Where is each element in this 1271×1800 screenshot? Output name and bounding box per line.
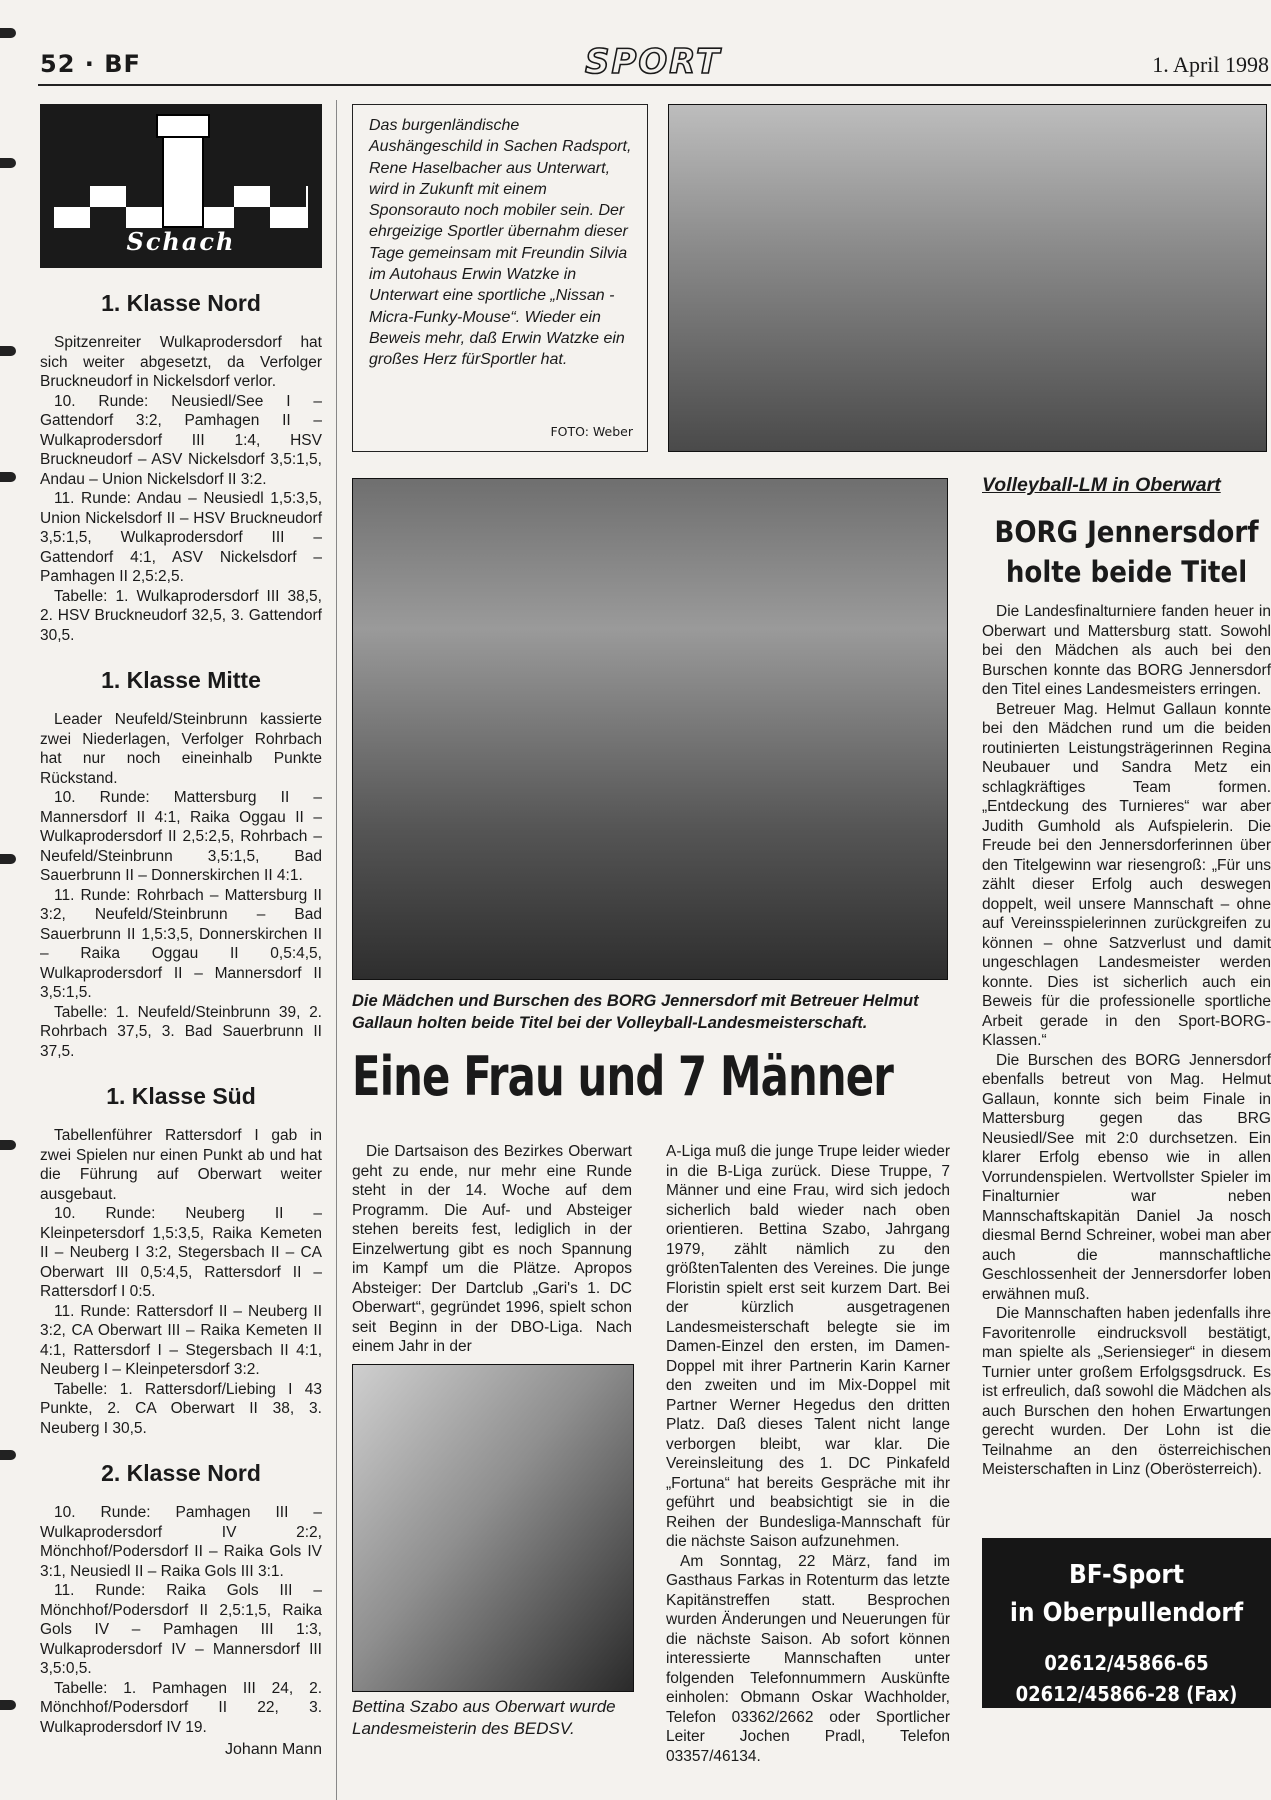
header-rule xyxy=(38,84,1271,86)
headline-line: holte beide Titel xyxy=(1005,555,1248,589)
paragraph: 10. Runde: Neuberg II – Kleinpetersdorf 1,5:3,5, Raika Kemeten II – Neuberg I 3:2, Stegersbach II – CA Oberwart III 0,5:4,5, Rattersdorf II – Rattersdorf I 0:5. xyxy=(40,1205,322,1300)
section-title: SPORT xyxy=(585,42,722,82)
volleyball-body xyxy=(982,602,1271,1480)
paragraph: 10. Runde: Neusiedl/See I – Gattendorf 3:2, Pamhagen II – Wulkaprodersdorf III 1:4, HSV Bruckneudorf – ASV Nickelsdorf 3,5:1,5, Andau – Union Nickelsdorf II 3:2. xyxy=(40,392,322,488)
section-heading: 1. Klasse Süd xyxy=(106,1083,256,1109)
margin-mark xyxy=(0,854,16,864)
margin-mark xyxy=(0,28,16,38)
volleyball-headline xyxy=(982,512,1271,592)
ad-line: in Oberpullendorf xyxy=(1009,1598,1244,1628)
paragraph: 10. Runde: Pamhagen III – Wulkaprodersdorf IV 2:2, Mönchhof/Podersdorf II – Raika Gols IV 3:1, Neusiedl II – Raika Gols III 3:1. xyxy=(40,1504,322,1580)
paragraph: Leader Neufeld/Steinbrunn kassierte zwei Niederlagen, Verfolger Rohrbach hat nur noch eineinhalb Punkte Rückstand. xyxy=(40,711,322,787)
paragraph: Tabelle: 1. Rattersdorf/Liebing I 43 Punkte, 2. CA Oberwart II 38, 3. Neuberg I 30,5. xyxy=(40,1380,322,1437)
section-heading: 2. Klasse Nord xyxy=(101,1460,261,1486)
paragraph: Tabellenführer Rattersdorf I gab in zwei Spielen nur einen Punkt ab und hat die Führung auf Oberwart weiter ausgebaut. xyxy=(40,1127,322,1203)
chess-logo-label: Schach xyxy=(126,227,236,256)
author-byline: Johann Mann xyxy=(225,1741,322,1758)
margin-mark xyxy=(0,346,16,356)
ad-line: BF-Sport xyxy=(1068,1560,1185,1590)
chess-section-4 xyxy=(40,1460,322,1737)
paragraph: Die Dartsaison des Bezirkes Oberwart geht zu ende, nur mehr eine Runde steht in der 14. Woche auf dem Programm. Die Auf- und Absteiger stehen bereits fest, lediglich in der Einzelwertung gibt es noch Spannung im Kampf um die Plätze. Apropos Absteiger: Der Dartclub „Gari's 1. DC Oberwart“, gegründet 1996, spielt schon seit Beginn in der DBO-Liga. Nach einem Jahr in der xyxy=(352,1143,632,1355)
paragraph: 11. Runde: Rohrbach – Mattersburg II 3:2, Neufeld/Steinbrunn – Bad Sauerbrunn II 1,5:3,5, Donnerskirchen II – Raika Oggau II 0,5:4,5, Wulkaprodersdorf II – Mannersdorf II 3,5:1,5. xyxy=(40,886,322,1001)
darts-column-2 xyxy=(666,1142,950,1766)
sponsor-caption: Das burgenländische Aushängeschild in Sachen Radsport, Rene Haselbacher aus Unterwart, wird in Zukunft mit einem Sponsorauto noch mobiler sein. Der ehrgeizige Sportler übernahm dieser Tage gemeinsam mit Freundin Silvia im Autohaus Erwin Watzke in Unterwart eine sportliche „Nissan -Micra-Funky-Mouse“. Wieder ein Beweis mehr, daß Erwin Watzke ein großes Herz fürSportler hat. xyxy=(369,117,632,369)
chess-logo xyxy=(40,104,322,268)
volleyball-photo-caption: Die Mädchen und Burschen des BORG Jennersdorf mit Betreuer Helmut Gallaun holten beide Titel bei der Volleyball-Landesmeisterschaft. xyxy=(352,992,919,1032)
margin-mark xyxy=(0,472,16,482)
paragraph: Tabelle: 1. Neufeld/Steinbrunn 39, 2. Rohrbach 37,5, 3. Bad Sauerbrunn II 37,5. xyxy=(40,1003,322,1060)
paragraph: Spitzenreiter Wulkaprodersdorf hat sich weiter abgesetzt, da Verfolger Bruckneudorf in Nickelsdorf verlor. xyxy=(40,334,322,390)
ad-contacts xyxy=(982,1648,1271,1710)
section-heading: 1. Klasse Nord xyxy=(101,290,261,316)
ad-phone: 02612/45866-65 xyxy=(1044,1651,1209,1675)
chess-section-3 xyxy=(40,1083,322,1438)
margin-mark xyxy=(0,1700,16,1710)
page-number: 52 · BF xyxy=(40,50,141,78)
sponsor-caption-box xyxy=(352,104,648,452)
margin-mark xyxy=(0,158,16,168)
darts-photo-caption: Bettina Szabo aus Oberwart wurde Landesmeisterin des BEDSV. xyxy=(352,1697,616,1738)
paragraph: Am Sonntag, 22 März, fand im Gasthaus Farkas in Rotenturm das letzte Kapitänstreffen statt. Besprochen wurden Änderungen und Neuerungen für die nächste Saison. Ab sofort können interessierte Mannschaften unter folgenden Telefonnummern Auskünfte einholen: Obmann Oskar Wachholder, Telefon 03362/2662 oder Sportlicher Leiter Jochen Pradl, Telefon 03357/46134. xyxy=(666,1552,950,1765)
ad-fax: 02612/45866-28 (Fax) xyxy=(1015,1682,1238,1706)
paragraph: 11. Runde: Raika Gols III – Mönchhof/Podersdorf II 2,5:1,5, Raika Gols IV – Pamhagen III 1:3, Wulkaprodersdorf IV – Mannersdorf III 3,5:0,5. xyxy=(40,1582,322,1677)
chess-section-2 xyxy=(40,667,322,1061)
margin-mark xyxy=(0,1140,16,1150)
bf-sport-ad xyxy=(982,1538,1271,1708)
paragraph: A-Liga muß die junge Trupe leider wieder in die B-Liga zurück. Diese Truppe, 7 Männer und eine Frau, wird sich jedoch sicherlich bald wieder nach oben orientieren. Bettina Szabo, Jahrgang 1979, zählt nämlich zu den größtenTalenten des Vereines. Die junge Floristin spielt erst seit kurzem Dart. Bei der kürzlich ausgetragenen Landesmeisterschaft belegte sie im Damen-Einzel den ersten, im Damen-Doppel mit ihrer Partnerin Karin Karner den zweiten und im Mix-Doppel mit Partner Werner Hegedus den dritten Platz. Daß dieses Talent nicht lange verborgen bleibt, war klar. Die Vereinsleitung des 1. DC Pinkafeld „Fortuna“ hat bereits Gespräche mit ihr geführt und beabsichtigt sie in die Reihen der Bundesliga-Mannschaft für die nächste Saison aufzunehmen. xyxy=(666,1143,950,1550)
headline-line: BORG Jennersdorf xyxy=(994,515,1259,549)
darts-headline: Eine Frau und 7 Männer xyxy=(352,1045,894,1108)
paragraph: Die Burschen des BORG Jennersdorf ebenfalls betreut von Mag. Helmut Gallaun, konnte sich beim Finale in Mattersburg gegen das BRG Neusiedl/See mit 2:0 durchsetzen. Ein klarer Erfolg ebenso wie in allen Vorrundenspielen. Wertvollster Spieler im Finalturnier war neben Mannschaftskapitän Daniel Ja nosch diesmal Bernd Schreiner, wobei man aber auch die mannschaftliche Geschlossenheit der Jennersdorfer loben erwähnen muß. xyxy=(982,1051,1271,1303)
margin-mark xyxy=(0,1450,16,1460)
column-divider xyxy=(336,100,337,1800)
darts-column-1 xyxy=(352,1142,632,1357)
paragraph: Betreuer Mag. Helmut Gallaun konnte bei den Mädchen rund um die beiden routinierten Leistungsträgerinnen Regina Neubauer und Sandra Metz ein schlagkräftiges Team formen. „Entdeckung des Turnieres“ war aber Judith Gumhold als Aufspielerin. Die Freude bei den Jennersdorferinnen über den Titelgewinn war riesengroß: „Für uns zählt dieser Erfolg auch deswegen doppelt, weil unsere Mannschaft – ohne auf Vereinsspielerinnen zurückgreifen zu können – ohne Satzverlust und damit ungeschlagen Landesmeister werden konnte. Dies ist sicherlich auch ein Beweis für die professionelle sportliche Arbeit gerade in den Sport-BORG-Klassen.“ xyxy=(982,700,1271,1049)
paragraph: Tabelle: 1. Wulkaprodersdorf III 38,5, 2. HSV Bruckneudorf 32,5, 3. Gattendorf 30,5. xyxy=(40,587,322,644)
paragraph: Die Landesfinalturniere fanden heuer in Oberwart und Mattersburg statt. Sowohl bei den Mädchen als auch bei den Burschen konnte das BORG Jennersdorf den Titel eines Landesmeisters erringen. xyxy=(982,603,1271,698)
rook-icon xyxy=(162,114,204,228)
darts-player-photo xyxy=(352,1364,634,1692)
ad-title xyxy=(982,1556,1271,1632)
paragraph: 11. Runde: Rattersdorf II – Neuberg II 3:2, CA Oberwart III – Raika Kemeten II 4:1, Rattersdorf I – Stegersbach II 4:1, Neuberg I – Kleinpetersdorf 3:2. xyxy=(40,1302,322,1378)
volleyball-team-photo xyxy=(352,478,948,980)
chess-section-1 xyxy=(40,290,322,645)
section-heading: 1. Klasse Mitte xyxy=(101,667,261,693)
sponsor-car-photo xyxy=(668,104,1267,452)
issue-date: 1. April 1998 xyxy=(1152,52,1269,77)
paragraph: 11. Runde: Andau – Neusiedl 1,5:3,5, Union Nickelsdorf II – HSV Bruckneudorf 3,5:1,5, Wulkaprodersdorf III – Gattendorf 4:1, ASV Nickelsdorf – Pamhagen II 2,5:2,5. xyxy=(40,490,322,585)
volleyball-kicker: Volleyball-LM in Oberwart xyxy=(982,474,1221,496)
photo-credit: FOTO: Weber xyxy=(550,424,633,439)
paragraph: 10. Runde: Mattersburg II – Mannersdorf II 4:1, Raika Oggau II – Wulkaprodersdorf II 2,5:2,5, Rohrbach – Neufeld/Steinbrunn 3,5:1,5, Bad Sauerbrunn II – Donnerskirchen II 4:1. xyxy=(40,789,322,884)
chess-column xyxy=(40,104,322,1759)
paragraph: Tabelle: 1. Pamhagen III 24, 2. Mönchhof/Podersdorf II 22, 3. Wulkaprodersdorf IV 19. xyxy=(40,1679,322,1736)
paragraph: Die Mannschaften haben jedenfalls ihre Favoritenrolle eindrucksvoll bestätigt, man spielte als „Seriensieger“ in diesem Turnier unter großem Erfolgsgsdruck. Es ist erfreulich, daß sowohl die Mädchen als auch Burschen den hohen Erwartungen gerecht wurden. Der Lohn ist die Teilnahme an den österreichischen Meisterschaften in Linz (Oberösterreich). xyxy=(982,1305,1271,1478)
